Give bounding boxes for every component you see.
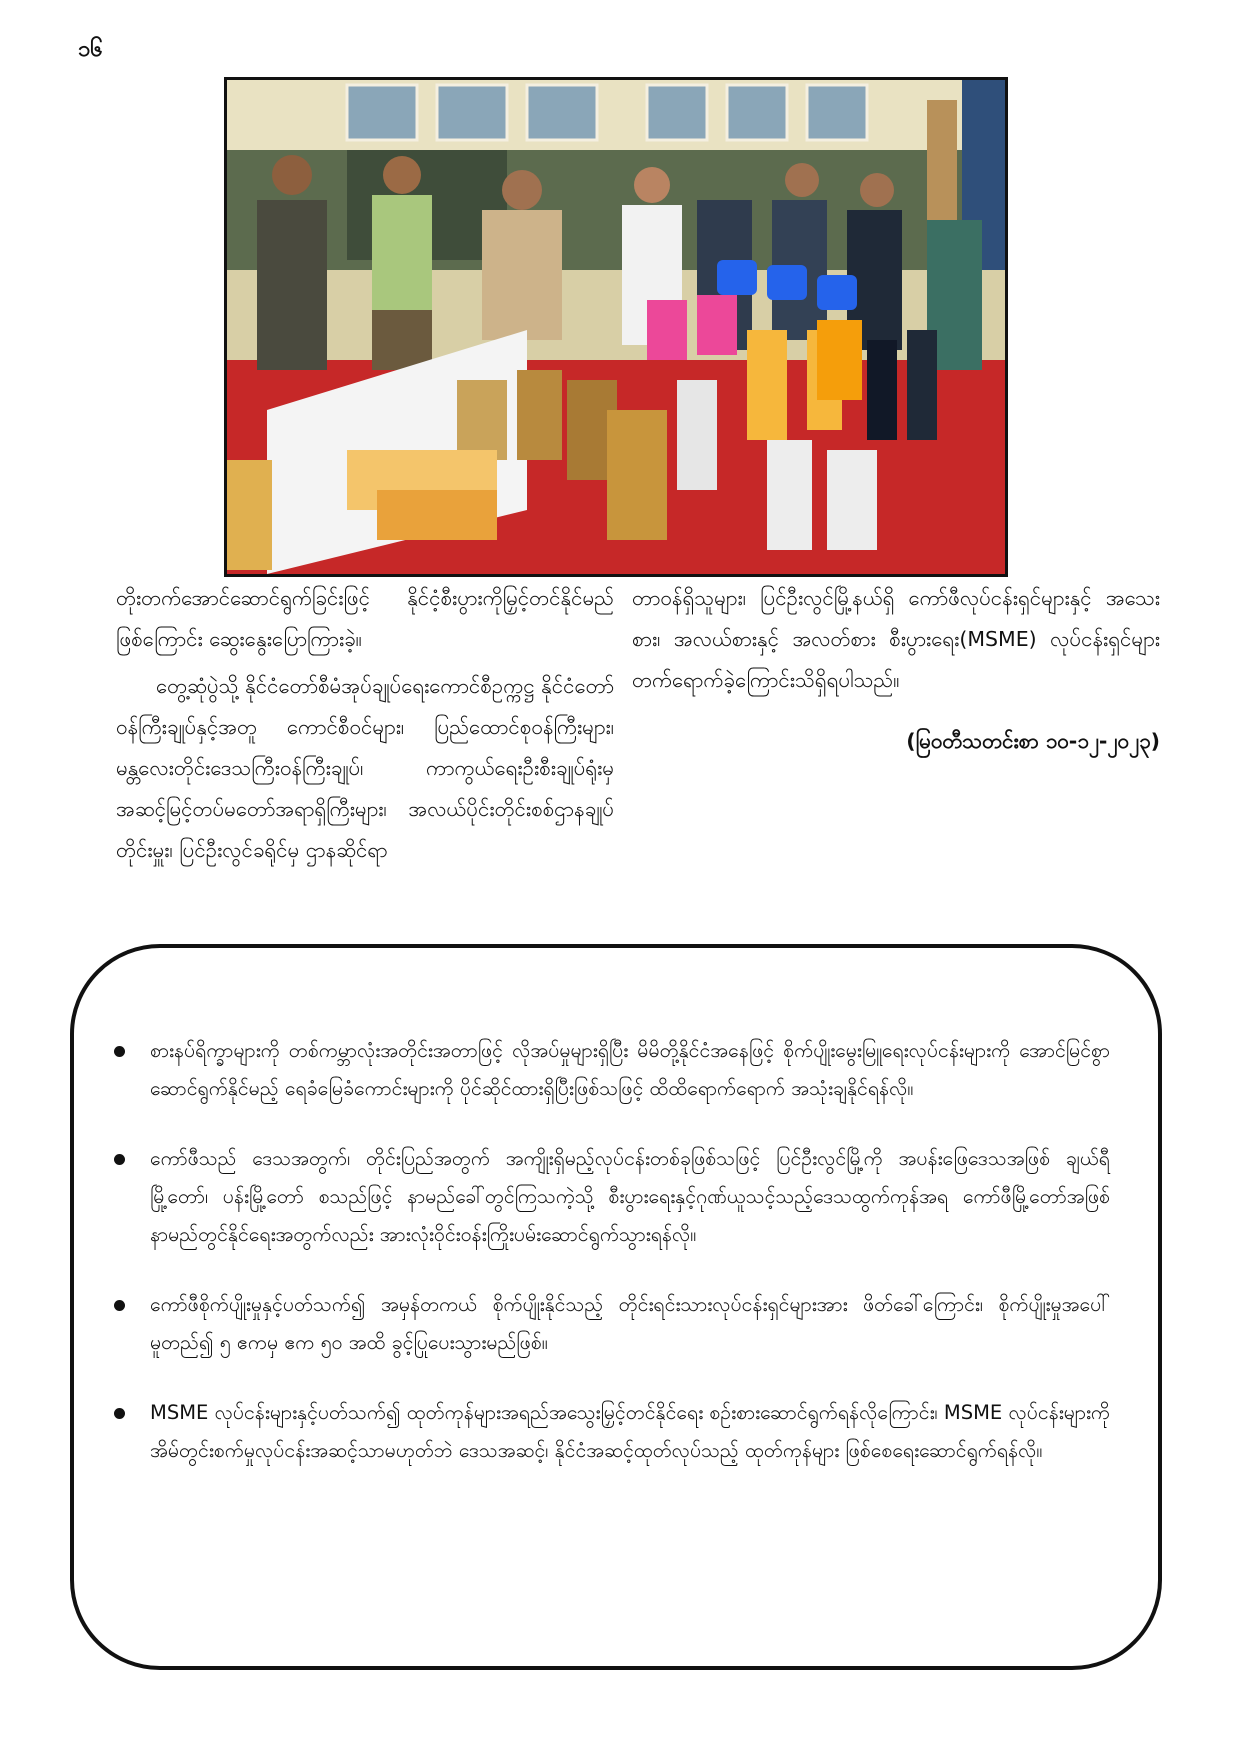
bullet-item: ကော်ဖီသည် ဒေသအတွက်၊ တိုင်းပြည်အတွက် အကျိုးရှိမည့်လုပ်ငန်းတစ်ခုဖြစ်သဖြင့် ပြင်ဦးလွင်မြို့ကို အပန်းဖြေဒေသအဖြစ် ချယ်ရီမြို့တော်၊ ပန်းမြို့တော် စသည်ဖြင့် နာမည်ခေါ်တွင်ကြသကဲ့သို့ စီးပွားရေးနှင့်ဂုဏ်ယူသင့်သည့်ဒေသထွက်ကုန်အရ ကော်ဖီမြို့တော်အဖြစ် နာမည်တွင်နိုင်ရေးအတွက်လည်း အားလုံးဝိုင်းဝန်းကြိုးပမ်းဆောင်ရွက်သွားရန်လို။ bbox=[150, 1140, 1110, 1254]
bullet-item: စားနပ်ရိက္ခာများကို တစ်ကမ္ဘာလုံးအတိုင်းအတာဖြင့် လိုအပ်မှုများရှိပြီး မိမိတို့နိုင်ငံအနေဖြင့် စိုက်ပျိုးမွေးမြူရေးလုပ်ငန်းများကို အောင်မြင်စွာဆောင်ရွက်နိုင်မည့် ရေခံမြေခံကောင်းများကို ပိုင်ဆိုင်ထားရှိပြီးဖြစ်သဖြင့် ထိထိရောက်ရောက် အသုံးချနိုင်ရန်လို။ bbox=[150, 1032, 1110, 1108]
summary-bullet-list bbox=[150, 1032, 1110, 1502]
news-source: (မြဝတီသတင်းစာ ၁၀-၁၂-၂၀၂၃) bbox=[906, 729, 1160, 753]
exhibition-photo bbox=[224, 77, 1008, 577]
right-column bbox=[632, 578, 1160, 762]
page-number: ၁၆ bbox=[78, 37, 103, 62]
left-column bbox=[116, 578, 614, 871]
right-paragraph-1: တာဝန်ရှိသူများ၊ ပြင်ဦးလွင်မြို့နယ်ရှိ ကော်ဖီလုပ်ငန်းရှင်များနှင့် အသေးစား၊ အလယ်စားနှင့် အလတ်စား စီးပွားရေး(MSME) လုပ်ငန်းရှင်များ တက်ရောက်ခဲ့ကြောင်းသိရှိရပါသည်။ bbox=[632, 586, 1160, 692]
bullet-item: MSME လုပ်ငန်းများနှင့်ပတ်သက်၍ ထုတ်ကုန်များအရည်အသွေးမြှင့်တင်နိုင်ရေး စဉ်းစားဆောင်ရွက်ရန်လိုကြောင်း၊ MSME လုပ်ငန်းများကို အိမ်တွင်းစက်မှုလုပ်ငန်းအဆင့်သာမဟုတ်ဘဲ ဒေသအဆင့်၊ နိုင်ငံအဆင့်ထုတ်လုပ်သည့် ထုတ်ကုန်များ ဖြစ်စေရေးဆောင်ရွက်ရန်လို။ bbox=[150, 1394, 1110, 1470]
left-paragraph-1: တိုးတက်အောင်ဆောင်ရွက်ခြင်းဖြင့် နိုင်ငံ့စီးပွားကိုမြှင့်တင်နိုင်မည်ဖြစ်ကြောင်း ဆွေးနွေးပြောကြားခဲ့။ bbox=[116, 586, 614, 651]
bullet-item: ကော်ဖီစိုက်ပျိုးမှုနှင့်ပတ်သက်၍ အမှန်တကယ် စိုက်ပျိုးနိုင်သည့် တိုင်းရင်းသားလုပ်ငန်းရှင်များအား ဖိတ်ခေါ်ကြောင်း၊ စိုက်ပျိုးမှုအပေါ်မူတည်၍ ၅ ဧကမှ ဧက ၅၀ အထိ ခွင့်ပြုပေးသွားမည်ဖြစ်။ bbox=[150, 1286, 1110, 1362]
left-paragraph-2: တွေ့ဆုံပွဲသို့ နိုင်ငံတော်စီမံအုပ်ချုပ်ရေးကောင်စီဥက္ကဋ္ဌ နိုင်ငံတော်ဝန်ကြီးချုပ်နှင့်အတူ ကောင်စီဝင်များ၊ ပြည်ထောင်စုဝန်ကြီးများ၊ မန္တလေးတိုင်းဒေသကြီးဝန်ကြီးချုပ်၊ ကာကွယ်ရေးဦးစီးချုပ်ရုံးမှ အဆင့်မြင့်တပ်မတော်အရာရှိကြီးများ၊ အလယ်ပိုင်းတိုင်းစစ်ဌာနချုပ် တိုင်းမှူး၊ ပြင်ဦးလွင်ခရိုင်မှ ဌာနဆိုင်ရာ bbox=[116, 674, 614, 862]
